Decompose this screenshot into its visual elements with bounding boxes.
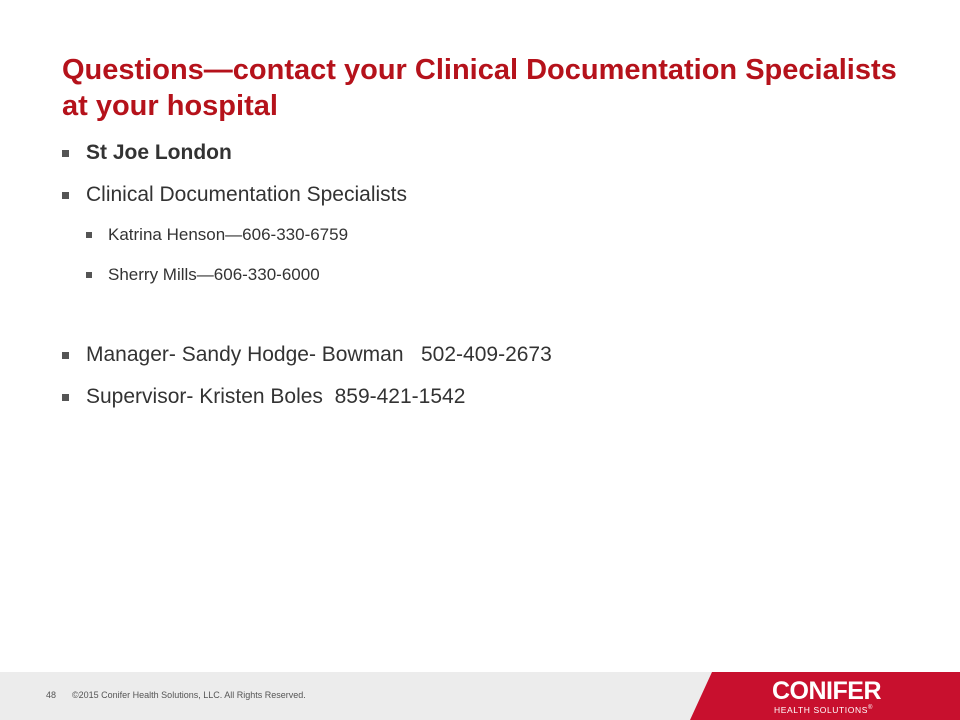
bullet-cds-contact bbox=[62, 262, 922, 288]
bullet-hospital bbox=[62, 138, 922, 168]
registered-mark: ® bbox=[868, 705, 874, 711]
bullet-text: Manager- Sandy Hodge- Bowman 502-409-2673 bbox=[86, 343, 552, 366]
slide-title: Questions—contact your Clinical Documentation Specialists at your hospital bbox=[62, 54, 897, 122]
square-bullet-icon bbox=[62, 192, 69, 199]
copyright-notice: ©2015 Conifer Health Solutions, LLC. All Rights Reserved. bbox=[72, 690, 306, 700]
bullet-text: Katrina Henson—606-330-6759 bbox=[108, 225, 349, 244]
square-bullet-icon bbox=[62, 352, 69, 359]
square-bullet-icon bbox=[62, 394, 69, 401]
logo-tagline bbox=[774, 703, 873, 715]
square-bullet-icon bbox=[86, 272, 92, 278]
conifer-logo bbox=[772, 678, 952, 716]
page-number: 48 bbox=[46, 690, 57, 700]
bullet-cds-contact bbox=[62, 222, 922, 248]
bullet-supervisor bbox=[62, 382, 922, 412]
logo-tagline-text: HEALTH SOLUTIONS bbox=[774, 704, 868, 715]
square-bullet-icon bbox=[62, 150, 69, 157]
bullet-text: Supervisor- Kristen Boles 859-421-1542 bbox=[86, 385, 466, 408]
bullet-text: St Joe London bbox=[86, 141, 232, 164]
bullet-text: Clinical Documentation Specialists bbox=[86, 183, 407, 206]
bullet-manager bbox=[62, 340, 922, 370]
bullet-cds-heading bbox=[62, 180, 922, 210]
square-bullet-icon bbox=[86, 232, 92, 238]
bullet-list bbox=[62, 138, 922, 412]
bullet-text: Sherry Mills—606-330-6000 bbox=[108, 265, 320, 284]
logo-wordmark: CONIFER bbox=[772, 677, 881, 705]
